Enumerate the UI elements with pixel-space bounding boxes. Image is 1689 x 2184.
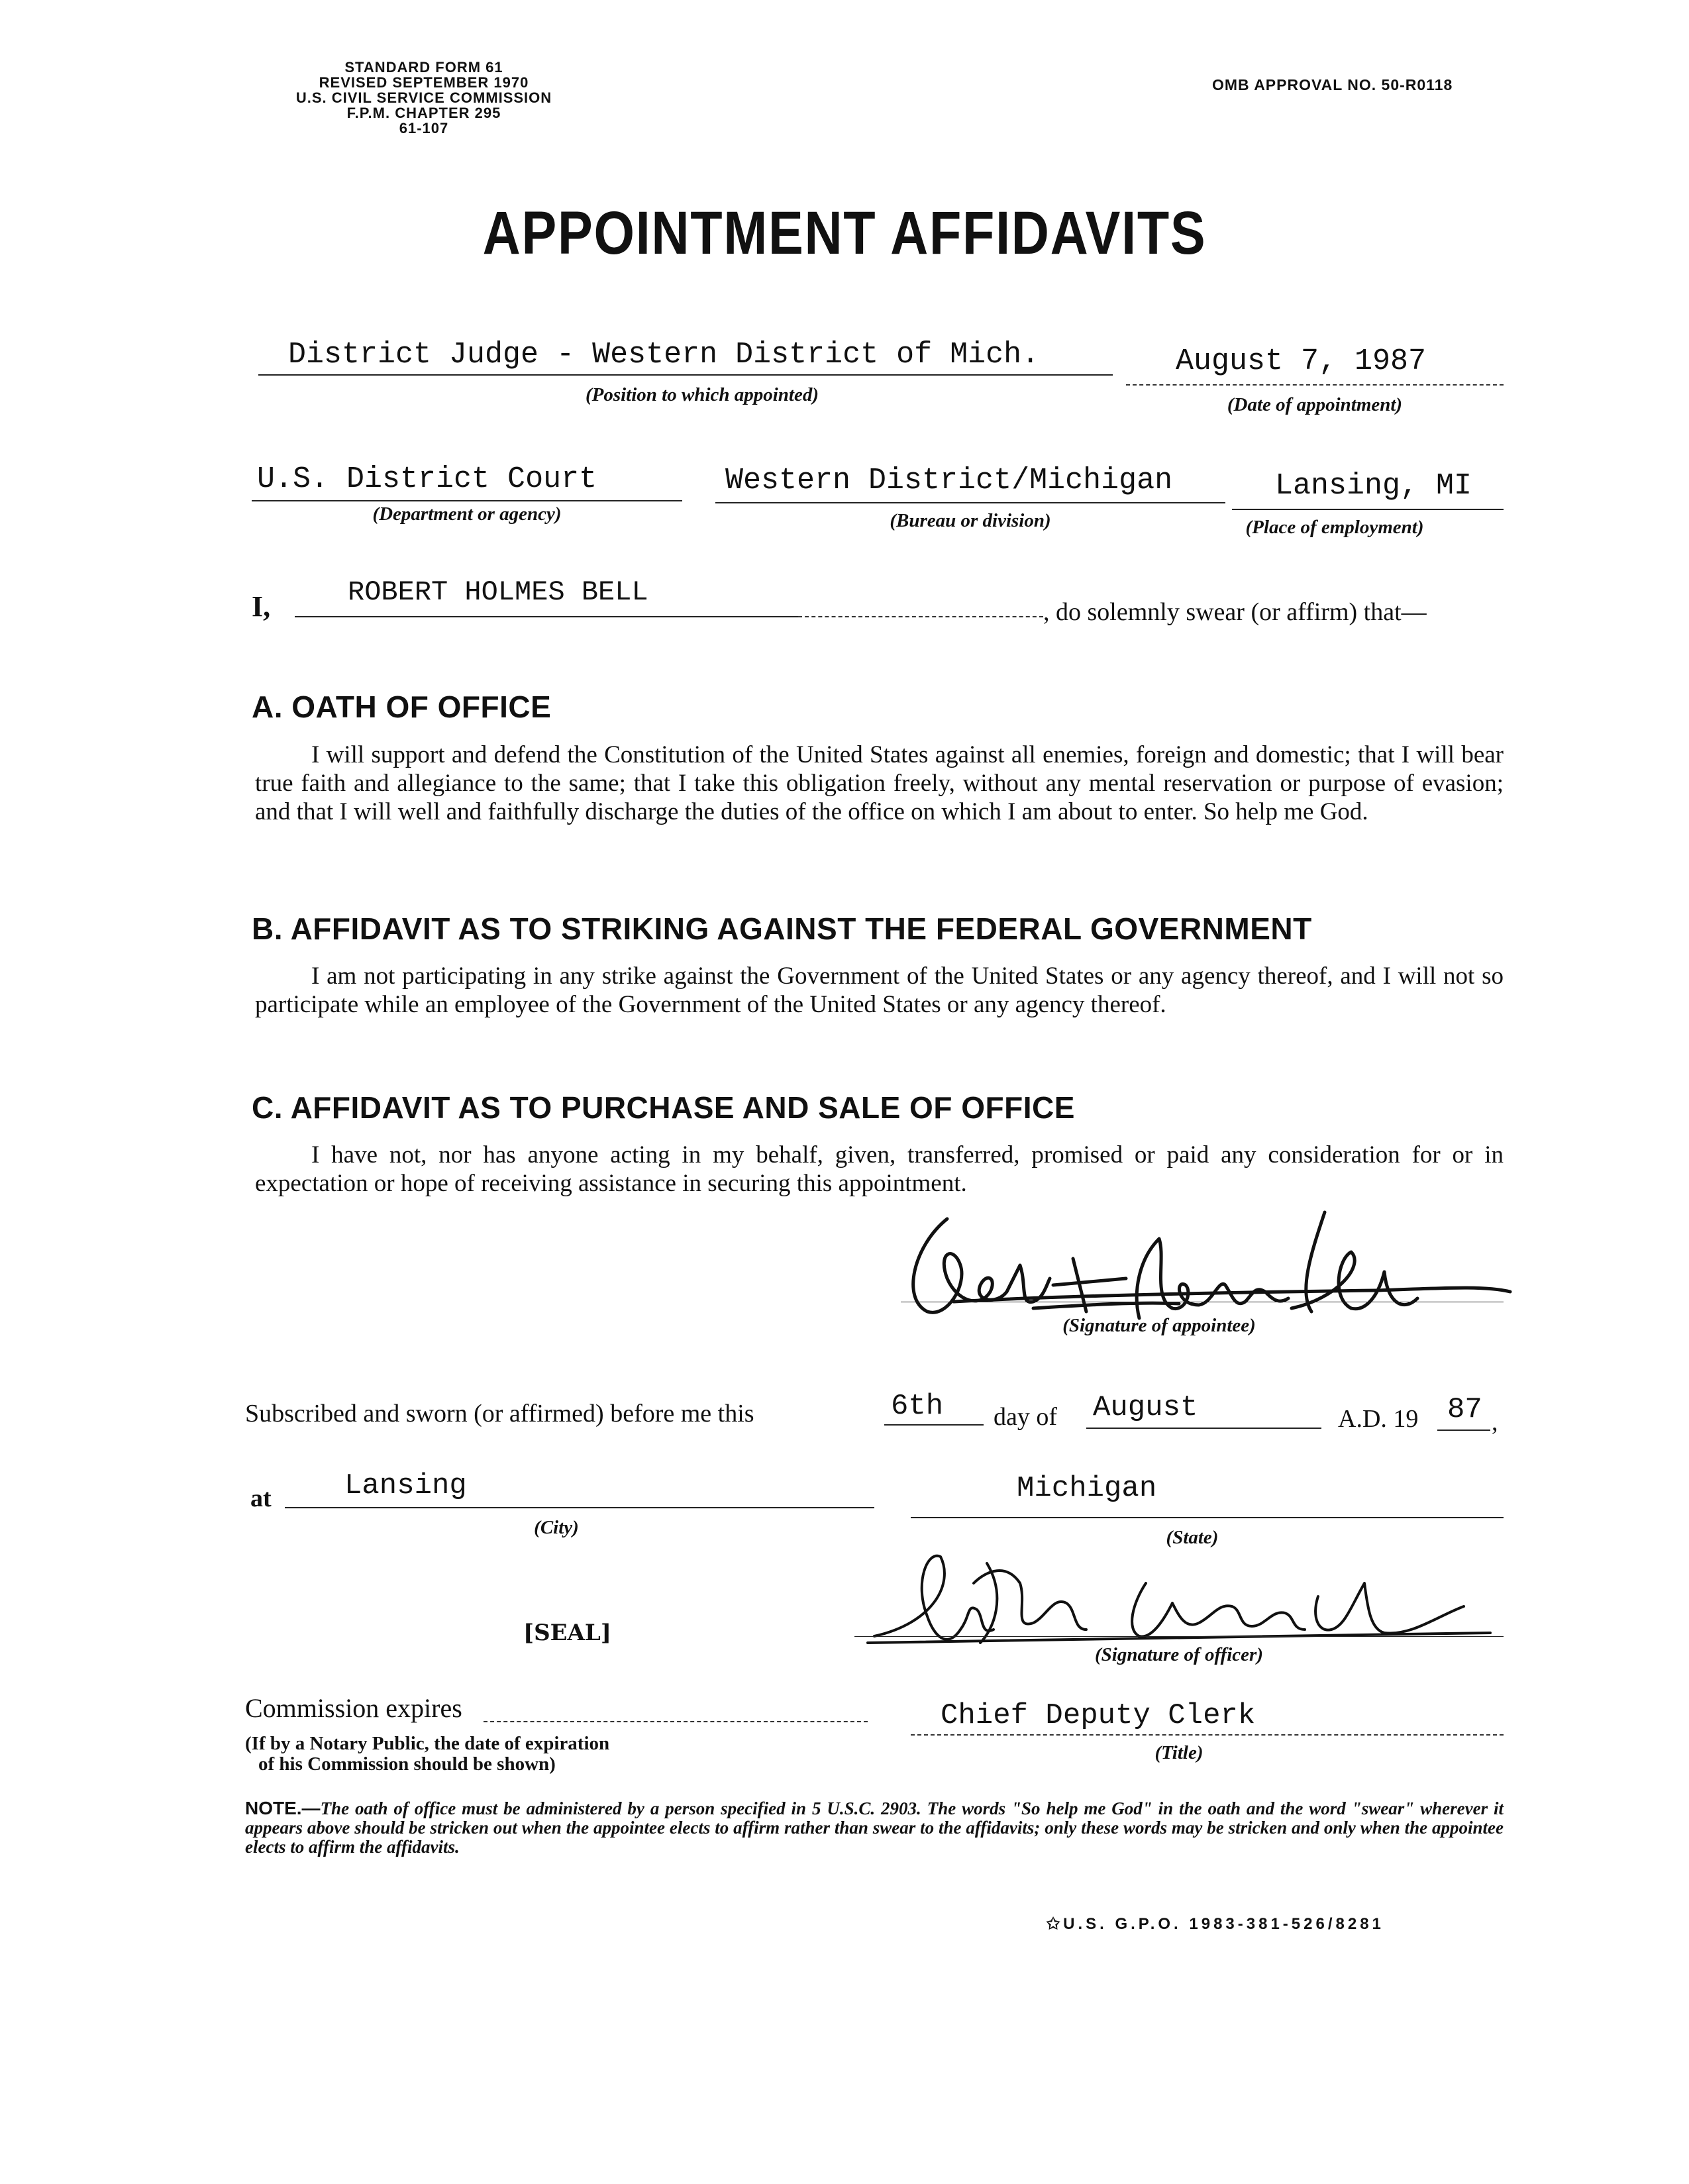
appointee-name: ROBERT HOLMES BELL <box>348 576 648 608</box>
sworn-year-underline <box>1437 1430 1490 1431</box>
sworn-month-underline <box>1086 1428 1321 1429</box>
section-a-text: I will support and defend the Constitution of the United States against all enemies, foreign and domestic; that I will bear true faith and allegiance to the same; that I take this obligation freely, without any mental reservation or purpose of evasion; and that I will well and faithfully discharge the duties of the office on which I am about to enter. So help me God. <box>255 741 1504 825</box>
form-id-line: F.P.M. CHAPTER 295 <box>346 105 501 121</box>
seal-label: [SEAL] <box>523 1620 611 1646</box>
state-field: Michigan <box>1017 1472 1157 1505</box>
form-id-line: STANDARD FORM 61 <box>344 59 503 76</box>
section-b-heading: B. AFFIDAVIT AS TO STRIKING AGAINST THE FEDERAL GOVERNMENT <box>252 911 1312 946</box>
name-underline-dashed <box>798 616 1043 617</box>
department-caption: (Department or agency) <box>372 503 562 525</box>
form-id-line: REVISED SEPTEMBER 1970 <box>319 74 529 91</box>
note-label: NOTE.— <box>245 1798 321 1818</box>
department-field: U.S. District Court <box>257 462 597 496</box>
officer-signature-caption: (Signature of officer) <box>1094 1644 1263 1665</box>
state-caption: (State) <box>1166 1527 1219 1548</box>
position-caption: (Position to which appointed) <box>585 384 819 405</box>
commission-underline <box>484 1721 868 1722</box>
sworn-trail: , <box>1492 1408 1498 1436</box>
sworn-text-2: day of <box>994 1403 1058 1431</box>
officer-signature-line <box>854 1636 1504 1637</box>
date-underline <box>1126 384 1504 386</box>
sworn-month: August <box>1093 1391 1198 1424</box>
section-c-text: I have not, nor has anyone acting in my behalf, given, transferred, promised or paid any consideration for or in expectation or hope of receiving assistance in securing this appointment. <box>255 1141 1504 1197</box>
oath-suffix: , do solemnly swear (or affirm) that— <box>1043 598 1427 626</box>
commission-note-line: of his Commission should be shown) <box>258 1753 556 1775</box>
commission-note-line: (If by a Notary Public, the date of expiration <box>245 1733 610 1754</box>
commission-note <box>245 1734 609 1775</box>
place-field: Lansing, MI <box>1275 469 1472 503</box>
form-id-line: U.S. CIVIL SERVICE COMMISSION <box>295 89 552 106</box>
city-field: Lansing <box>344 1469 467 1502</box>
sworn-day-underline <box>884 1424 984 1426</box>
section-c-heading: C. AFFIDAVIT AS TO PURCHASE AND SALE OF OFFICE <box>252 1090 1075 1125</box>
at-label: at <box>250 1484 272 1512</box>
date-field: August 7, 1987 <box>1176 344 1427 378</box>
oath-prefix: I, <box>252 590 271 623</box>
commission-label: Commission expires <box>245 1693 462 1723</box>
sworn-text-3: A.D. 19 <box>1338 1405 1419 1433</box>
city-caption: (City) <box>534 1517 579 1538</box>
note-block <box>245 1798 1504 1857</box>
sworn-day: 6th <box>891 1390 944 1423</box>
officer-signature <box>854 1543 1504 1656</box>
bureau-underline <box>715 502 1225 503</box>
sworn-text-1: Subscribed and sworn (or affirmed) before me this <box>245 1400 754 1428</box>
city-underline <box>285 1507 874 1508</box>
place-caption: (Place of employment) <box>1245 517 1424 538</box>
date-caption: (Date of appointment) <box>1227 394 1403 415</box>
section-a-heading: A. OATH OF OFFICE <box>252 690 552 724</box>
officer-title-underline <box>911 1734 1504 1736</box>
section-b-text: I am not participating in any strike against the Government of the United States or any agency thereof, and I will not so participate while an employee of the Government of the United States or any agency thereof. <box>255 962 1504 1018</box>
state-underline <box>911 1517 1504 1518</box>
position-field: District Judge - Western District of Mich. <box>288 338 1040 372</box>
officer-title-caption: (Title) <box>1154 1742 1203 1763</box>
department-underline <box>252 500 682 501</box>
officer-title-field: Chief Deputy Clerk <box>941 1699 1256 1732</box>
page-title: APPOINTMENT AFFIDAVITS <box>482 199 1207 267</box>
position-underline <box>258 374 1113 376</box>
note-text: The oath of office must be administered by a person specified in 5 U.S.C. 2903. The words "So help me God" in the oath and the word "swear" wherever it appears above should be stricken out when the appointee elects to affirm rather than swear to the affidavits; only these words may be stricken and only when the appointee elects to affirm the affidavits. <box>245 1798 1504 1857</box>
place-underline <box>1232 509 1504 510</box>
bureau-caption: (Bureau or division) <box>890 510 1051 531</box>
gpo-imprint: ✩U.S. G.P.O. 1983-381-526/8281 <box>1047 1915 1384 1933</box>
bureau-field: Western District/Michigan <box>725 464 1173 497</box>
form-identifier <box>252 60 596 136</box>
appointee-signature-caption: (Signature of appointee) <box>1062 1315 1256 1336</box>
form-id-line: 61-107 <box>399 120 449 136</box>
omb-approval: OMB APPROVAL NO. 50-R0118 <box>1212 76 1453 93</box>
sworn-year: 87 <box>1447 1393 1482 1426</box>
name-underline <box>295 616 798 617</box>
